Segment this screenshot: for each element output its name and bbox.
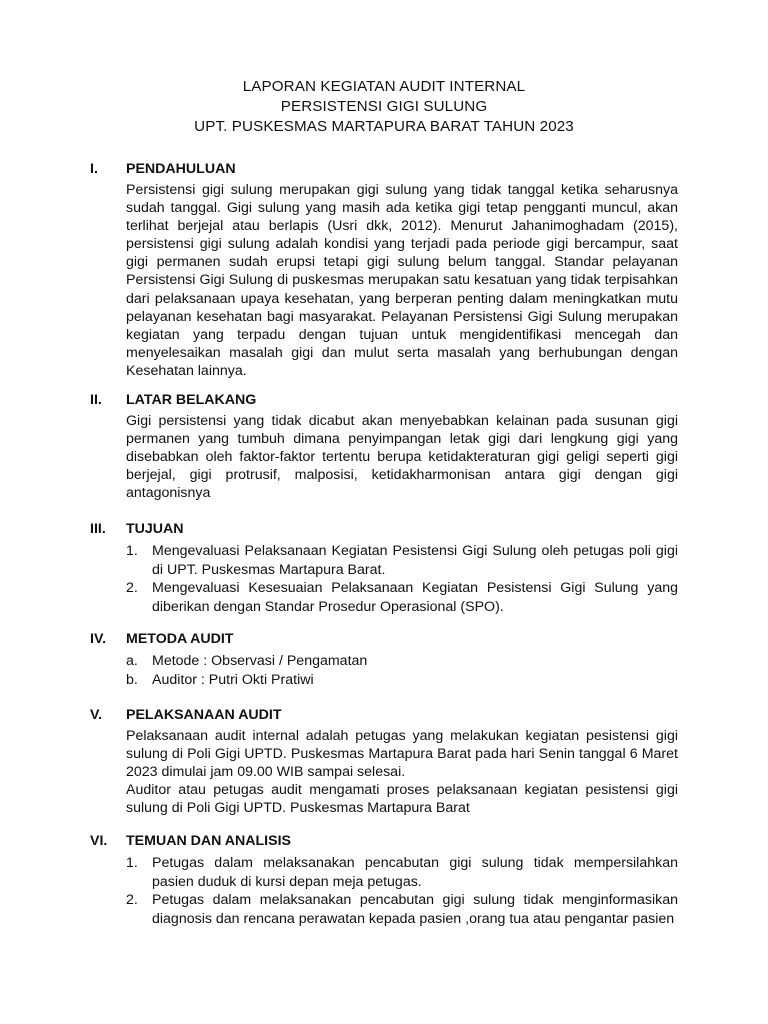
list-marker: b. — [126, 671, 138, 688]
title-line-3: UPT. PUSKESMAS MARTAPURA BARAT TAHUN 2023 — [194, 118, 574, 135]
section-pendahuluan — [90, 159, 680, 380]
list-marker: a. — [126, 653, 138, 669]
section-title: METODA AUDIT — [126, 631, 234, 647]
list-marker: 2. — [126, 580, 138, 597]
section-title: LATAR BELAKANG — [126, 392, 257, 408]
section-title: TEMUAN DAN ANALISIS — [126, 833, 291, 849]
list-item — [126, 542, 678, 579]
section-number: VI. — [90, 833, 108, 849]
section-title: PENDAHULUAN — [126, 161, 236, 177]
section-title: TUJUAN — [126, 521, 184, 537]
section-paragraph: Persistensi gigi sulung merupakan gigi sulung yang tidak tanggal ketika seharusnya sudah tanggal. Gigi sulung yang masih ada ketika gigi tetap pengganti muncul, akan terlihat berjejal atau berlapis (Usri dkk, 2012). Menurut Jahanimoghadam (2015), persistensi gigi sulung adalah kondisi yang terjadi pada periode gigi bercampur, saat gigi permanen sudah erupsi tetapi gigi sulung belum tanggal. Standar pelayanan Persistensi Gigi Sulung di puskesmas merupakan satu kesatuan yang tidak terpisahkan dari pelaksanaan upaya kesehatan, yang berperan penting dalam meningkatkan mutu pelayanan kesehatan bagi masyarakat. Pelayanan Persistensi Gigi Sulung merupakan kegiatan yang terpadu dengan tujuan untuk mengidentifikasi mencegah dan menyelesaikan masalah gigi dan mulut serta masalah yang berhubungan dengan Kesehatan lainnya. — [126, 182, 678, 379]
section-number: IV. — [90, 631, 107, 647]
section-number: III. — [90, 521, 106, 537]
list-marker: 1. — [126, 543, 138, 559]
section-paragraph: Pelaksanaan audit internal adalah petugas yang melakukan kegiatan pesistensi gigi sulung di Poli Gigi UPTD. Puskesmas Martapura Barat pada hari Senin tanggal 6 Maret 2023 dimulai jam 09.00 WIB sampai selesai. — [126, 728, 678, 781]
list-item — [126, 652, 678, 671]
list-item — [126, 579, 678, 616]
document-title — [0, 77, 768, 137]
list-marker: 1. — [126, 855, 138, 871]
section-heading — [90, 390, 680, 410]
list-item-text: Petugas dalam melaksanakan pencabutan gigi sulung tidak menginformasikan diagnosis dan rencana perawatan kepada pasien ,orang tua atau pengantar pasien — [152, 892, 678, 927]
section-paragraph: Auditor atau petugas audit mengamati proses pelaksanaan kegiatan pesistensi gigi sulung di Poli Gigi UPTD. Puskesmas Martapura Barat — [126, 782, 678, 817]
section-metoda-audit — [90, 629, 680, 689]
title-line-1: LAPORAN KEGIATAN AUDIT INTERNAL — [242, 78, 526, 95]
section-heading — [90, 519, 680, 539]
section-paragraph: Gigi persistensi yang tidak dicabut akan menyebabkan kelainan pada susunan gigi permanen yang tumbuh dimana penyimpangan letak gigi dari lengkung gigi yang disebabkan oleh faktor-faktor tertentu berupa ketidakteraturan gigi geligi seperti gigi berjejal, gigi protrusif, malposisi, ketidakharmonisan antara gigi dengan gigi antagonisnya — [126, 413, 678, 502]
section-heading — [90, 705, 680, 725]
lettered-list — [126, 652, 678, 689]
title-line-2: PERSISTENSI GIGI SULUNG — [280, 98, 488, 115]
section-tujuan — [90, 519, 680, 616]
numbered-list — [126, 542, 678, 616]
section-number: I. — [90, 161, 98, 177]
list-marker: 2. — [126, 892, 138, 909]
section-number: V. — [90, 707, 103, 723]
section-title: PELAKSANAAN AUDIT — [126, 707, 282, 723]
section-heading — [90, 831, 680, 851]
section-heading — [90, 159, 680, 179]
list-item-text: Mengevaluasi Pelaksanaan Kegiatan Pesistensi Gigi Sulung oleh petugas poli gigi di UPT. Puskesmas Martapura Barat. — [152, 543, 678, 578]
section-temuan-analisis — [90, 831, 680, 928]
list-item-text: Mengevaluasi Kesesuaian Pelaksanaan Kegiatan Pesistensi Gigi Sulung yang diberikan dengan Standar Prosedur Operasional (SPO). — [152, 580, 678, 615]
list-item-text: Auditor : Putri Okti Pratiwi — [152, 671, 314, 688]
section-latar-belakang — [90, 390, 680, 502]
list-item — [126, 891, 678, 928]
list-item — [126, 854, 678, 891]
list-item-text: Petugas dalam melaksanakan pencabutan gigi sulung tidak mempersilahkan pasien duduk di kursi depan meja petugas. — [152, 855, 678, 890]
section-heading — [90, 629, 680, 649]
list-item-text: Metode : Observasi / Pengamatan — [152, 653, 368, 669]
numbered-list — [126, 854, 678, 928]
section-pelaksanaan-audit — [90, 705, 680, 817]
list-item — [126, 671, 678, 690]
section-number: II. — [90, 392, 102, 408]
